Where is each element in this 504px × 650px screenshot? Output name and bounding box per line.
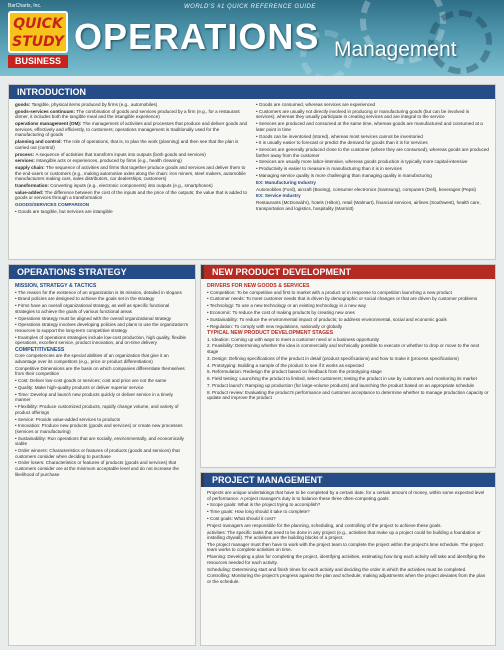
definition-text: The management of activities and processes that produce and deliver goods and services, effectively and efficiently, to customers; operations management is traditionally used for the manufacturing of goods	[15, 121, 248, 138]
new-product-development-content	[201, 279, 495, 405]
bullet-line: Scheduling: Determining start and finish times for each activity and deciding the order in which the activities must be completed.	[207, 566, 467, 572]
project-management-panel	[200, 472, 496, 646]
section-subheading: DRIVERS FOR NEW GOODS & SERVICES	[207, 283, 310, 289]
bullet-line: • Technology: To use a new technology or an existing technology in a new way	[207, 303, 367, 309]
introduction-right-column	[256, 102, 489, 216]
definition-entry	[15, 165, 248, 182]
bullet-line: • Sustainability: Run operations that are socially, environmentally, and economically viable	[15, 435, 184, 447]
definition-text: The sequence of activities and firms that together produce goods and services and deliver them to the end-users or customers (e.g., making automotive axles along the chain: iron miners, steel makers, automobile manufacturers making cars, sales distributors, car dealerships, customers)	[15, 165, 246, 182]
bullet-line: Project managers are responsible for the planning, scheduling, and controlling of the project to achieve these goals.	[207, 522, 442, 528]
bullet-line: Controlling: Monitoring the project's progress against the plan and schedule; making adjustments when the project deviates from the plan or the schedule.	[207, 573, 486, 584]
definition-entry	[15, 121, 248, 138]
definition-term: value-added:	[15, 189, 45, 195]
definition-text: Automobiles (Ford), aircraft (Boeing), consumer electronics (Samsung), computers (Dell), beverages (Pepsi)	[256, 186, 477, 192]
operations-strategy-panel	[8, 264, 196, 646]
definition-text: • Customers are usually not directly involved in producing or manufacturing goods (but can be involved in services), whereas they usually participate in creating services and are integral to the service	[256, 108, 470, 120]
bullet-line: • The reason for the existence of an organization is its mission, detailed in slogans	[15, 289, 182, 295]
definition-text: A sequence of activities that transform inputs into outputs (both goods and services)	[35, 151, 206, 157]
bullet-line: • Regulation: To comply with new regulations, nationally or globally	[207, 323, 343, 329]
bullet-line: activities: The specific tasks that need to be done in any project (e.g., activities that make up a project could be building a foundation or installing drywall). The activities are the building blocks of a project.	[207, 529, 481, 541]
section-subheading: TYPICAL NEW PRODUCT DEVELOPMENT STAGES	[207, 330, 334, 337]
definition-entry	[15, 139, 248, 150]
bullet-line: • Firms have an overall organizational strategy, as well as specific functional strategies to achieve the goals of various functional areas	[15, 303, 170, 314]
bullet-line: • Time goals: How long should it take to complete?	[207, 509, 310, 515]
bullet-line: • Customer needs: To meet customer needs that is driven by demographic or social changes or that are driven by customer problems	[207, 296, 478, 302]
definition-term: planning and control:	[15, 139, 64, 145]
definition-entry	[15, 183, 248, 189]
bullet-line: • Brand policies are designed to achieve the goals set in the strategy	[15, 296, 155, 302]
bullet-line: • Order winners: Characteristics or features of products (goods and services) that customers consider when deciding to purchase	[15, 448, 180, 459]
definition-term: goods:	[15, 102, 32, 107]
definition-entry	[256, 102, 489, 108]
definition-entry	[256, 147, 489, 158]
definition-text: The difference between the cost of the inputs and the price of the outputs; the value that is added to goods or services through a transformation	[15, 189, 248, 201]
definition-term: goods-services continuum:	[15, 108, 77, 114]
logo-business-label: BUSINESS	[8, 55, 68, 68]
definition-entry	[15, 102, 248, 108]
bullet-line: Competitive Dimensions are the basis on which companies differentiate themselves from their competition	[15, 365, 185, 377]
bullet-line: • Innovation: Produce new products (goods and services) or create new processes (services or manufacturing)	[15, 423, 183, 434]
logo-line1: QUICK	[13, 16, 63, 32]
bullet-line: 2. Feasibility: Determining whether the idea is commercially and technically possible to execute or whether to drop or move to the next stage	[207, 343, 480, 355]
definition-entry	[256, 193, 489, 199]
introduction-left-column	[15, 102, 248, 216]
definition-term: operations management (OM):	[15, 121, 83, 127]
definition-term: GOODS/SERVICES COMPARISON	[15, 202, 90, 208]
bullet-line: Projects are unique undertakings that have to be completed by a certain date, for a certain amount of money, within some expected level of performance. A project manager's duty is to balance these three often-competing goals:	[207, 490, 485, 501]
definition-text: • Managing service quality is more challenging than managing quality in manufacturing	[256, 173, 432, 179]
definition-term: services:	[15, 158, 37, 164]
operations-strategy-heading: OPERATIONS STRATEGY	[9, 265, 195, 279]
new-product-development-heading: NEW PRODUCT DEVELOPMENT	[201, 265, 495, 279]
page-title: OPERATIONS	[74, 16, 320, 57]
bullet-line: • Examples of operations strategies include low-cost production, high quality, flexible operations, excellent service, product innovation, and on-time delivery	[15, 334, 187, 346]
definition-entry	[15, 209, 248, 215]
bullet-line: • Economic: To reduce the cost of making products by creating new ones	[207, 309, 355, 315]
definition-term: supply chain:	[15, 165, 46, 171]
page-subtitle: Management	[334, 38, 457, 61]
definition-term: EX: Service Industry	[256, 193, 301, 199]
project-management-content	[201, 487, 495, 589]
definition-text: • Services are produced and consumed at the same time, whereas goods are manufactured and consumed at a later point in time	[256, 121, 483, 132]
section-subheading: MISSION, STRATEGY & TACTICS	[15, 283, 97, 289]
bullet-line: • Time: Develop and launch new products quickly or deliver service in a timely manner	[15, 391, 173, 403]
logo-badge	[8, 11, 68, 53]
definition-text: • Services are usually more labor-intensive, whereas goods production is typically more capital-intensive	[256, 159, 468, 165]
definition-entry	[256, 187, 489, 193]
definition-text: The role of operations, that is, to plan the work (planning) and then see that the plan is carried out (control)	[15, 139, 239, 150]
tagline: WORLD'S #1 QUICK REFERENCE GUIDE	[184, 4, 316, 10]
bullet-line: 6. Field testing: Launching the product to limited, select customers; testing the product in use by customers and monitoring its market	[207, 376, 477, 382]
section-subheading: COMPETITIVENESS	[15, 346, 65, 353]
definition-entry	[256, 200, 489, 211]
bullet-line: Planning: Developing a plan for completing the project, identifying activities, estimating how long each activity will take and identifying the resources needed for each activity.	[207, 554, 486, 565]
bullet-line: 8. Product review: Evaluating the product's performance and customer acceptance to determine whether to manage production capacity or update and improve the product	[207, 389, 489, 401]
operations-strategy-content	[9, 279, 195, 481]
definition-text: Restaurants (McDonald's), hotels (Hilton), retail (Walmart), financial services, airlines (Southwest), health care, transportation and logistics, hospitality (Marriott)	[256, 200, 481, 211]
definition-entry	[15, 190, 248, 201]
bullet-line: • Flexibility: Produce customized products, rapidly change volume, and variety of product offerings	[15, 404, 179, 415]
definition-entry	[15, 152, 248, 158]
bullet-line: • Scope goals: What is the project trying to accomplish?	[207, 502, 321, 508]
logo-line2: STUDY	[12, 34, 64, 50]
definition-entry	[256, 121, 489, 132]
quickstudy-logo	[8, 3, 68, 69]
bullet-line: • Cost: Deliver low-cost goods or services; cost and price are not the same	[15, 378, 167, 384]
publisher-name: BarCharts, Inc.	[8, 3, 42, 9]
definition-term: transformation:	[15, 183, 51, 189]
bullet-line: 4. Prototyping: Building a sample of the product to see if it works as expected	[207, 362, 364, 368]
definition-text: • It is usually easier to forecast or predict the demand for goods than it is for services	[256, 140, 428, 146]
introduction-content	[9, 99, 495, 219]
definition-entry	[15, 109, 248, 120]
bullet-line: • Sustainability: To reduce the environmental impact of products; to address environmental, social and economic goals	[207, 316, 447, 322]
definition-entry	[256, 180, 489, 186]
bullet-line: • Service: Provide value-added services to products	[15, 416, 121, 422]
bullet-line: 7. Product launch: Ramping up production (for large-volume products) and launching the product based on an appropriate schedule	[207, 382, 475, 388]
bullet-line: The project manager must then have to work with the project team to complete the project within the project's time schedule. The project team works to complete activities on time.	[207, 541, 484, 553]
introduction-panel	[8, 84, 496, 260]
bullet-line: • Competition: To be competitive and first to market with a product or in response to competition launching a new product	[207, 289, 452, 295]
definition-term: process:	[15, 151, 36, 157]
bullet-line: • Cost goals: What should it cost?	[207, 515, 276, 521]
bullet-line: 1. Ideation: Coming up with ways to meet a customer need or a business opportunity	[207, 336, 380, 342]
definition-text: • Productivity is easier to measure in manufacturing than it is in services	[256, 166, 402, 172]
definition-entry	[256, 109, 489, 120]
bullet-line: • Order losers: Characteristics or features of products (goods and services) that customers consider are at the minimum acceptable level and do not increase the likelihood of purchase	[15, 460, 179, 477]
definition-entry	[15, 158, 248, 164]
definition-entry	[256, 173, 489, 179]
definition-entry	[256, 159, 489, 165]
definition-text: • Goods are tangible, but services are intangible	[15, 208, 113, 214]
definition-text: Intangible acts or experiences, produced by firms (e.g., health cleaning)	[36, 158, 182, 164]
definition-entry	[256, 140, 489, 146]
definition-entry	[256, 166, 489, 172]
definition-text: • Goods are consumed, whereas services are experienced	[256, 102, 376, 107]
definition-term: EX: Manufacturing Industry	[256, 179, 316, 185]
project-management-heading: PROJECT MANAGEMENT	[201, 473, 495, 487]
bullet-line: • Quality: Make high-quality products or deliver superior service	[15, 385, 144, 390]
bullet-line: 3. Design: Defining specifications of the product in detail (product specifications) and how to make it (process specifications)	[207, 355, 459, 361]
definition-entry	[256, 134, 489, 140]
bullet-line: Core competencies are the special abilities of an organization that give it an advantage over its competitors (e.g., price or product differentiation)	[15, 353, 169, 365]
header-banner	[0, 0, 504, 76]
bullet-line: 5. Reformulation: Redesign the product based on feedback from the prototyping stage	[207, 369, 382, 375]
definition-text: Converting inputs (e.g., electronic components) into outputs (e.g., smartphones)	[50, 183, 213, 189]
definition-entry	[15, 202, 248, 208]
definition-text: The combination of goods and services produced by a firm (e.g., for a restaurant dinner, it includes both the tangible meal and the intangible experience)	[15, 108, 240, 120]
introduction-heading: INTRODUCTION	[9, 85, 495, 99]
definition-text: Tangible, physical items produced by firms (e.g., automobiles)	[31, 102, 158, 107]
bullet-line: • Operations strategy must be aligned with the overall organizational strategy	[15, 315, 172, 321]
definition-text: • Services are generally produced close to the customer (where they are consumed), whereas goods are produced farther away from the customer	[256, 147, 489, 158]
definition-text: • Goods can be inventoried (stored), whereas most services cannot be inventoried	[256, 133, 423, 139]
new-product-development-panel	[200, 264, 496, 468]
bullet-line: • Operations strategy involves developing policies and plans to use the organization's resources to support the long-term competitive strategy	[15, 322, 189, 333]
